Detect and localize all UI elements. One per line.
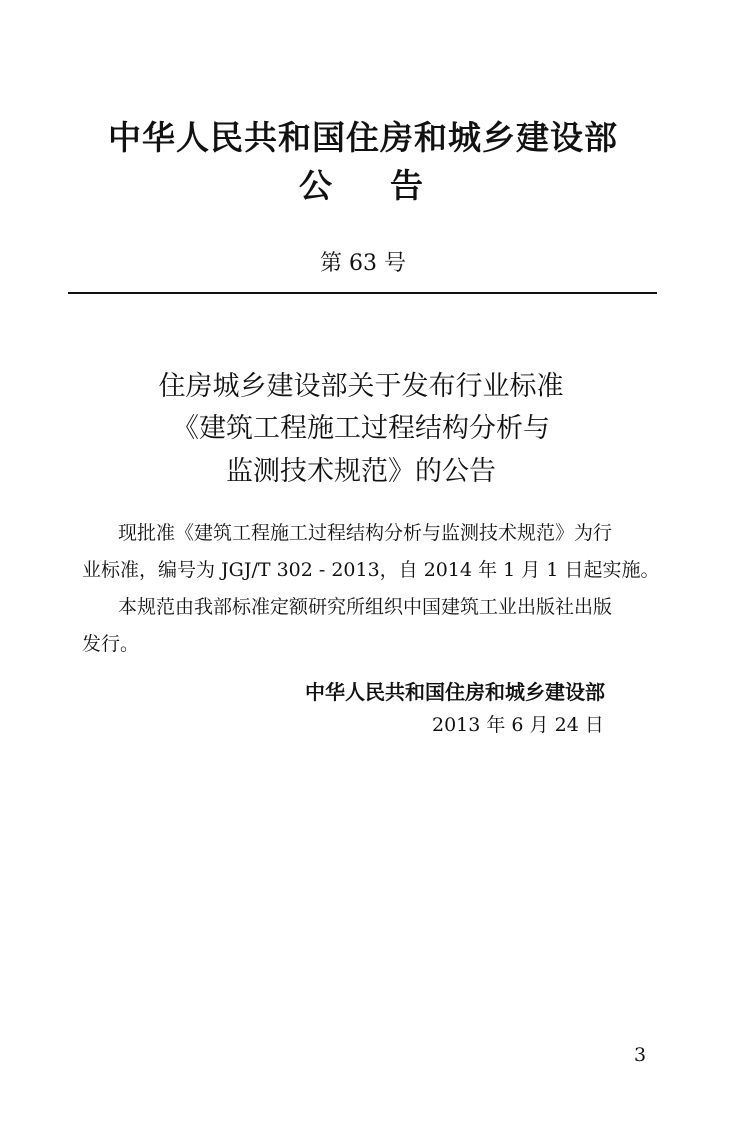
signature-date: 2013 年 6 月 24 日 [432, 714, 604, 736]
title-line-2: 《建筑工程施工过程结构分析与 [172, 413, 550, 444]
issuer-heading: 中华人民共和国住房和城乡建设部 [108, 118, 618, 157]
body-line-3: 本规范由我部标准定额研究所组织中国建筑工业出版社出版 [118, 596, 613, 618]
body-line-4: 发行。 [82, 633, 140, 655]
body-line-2: 业标准，编号为 JGJ/T 302 - 2013，自 2014 年 1 月 1 日起实施。 [82, 559, 660, 581]
announcement-number: 第 63 号 [320, 251, 406, 276]
title-line-3: 监测技术规范》的公告 [226, 456, 496, 487]
title-line-1: 住房城乡建设部关于发布行业标准 [158, 371, 564, 402]
divider [68, 292, 657, 294]
signature-issuer: 中华人民共和国住房和城乡建设部 [305, 680, 605, 704]
body-line-1: 现批准《建筑工程施工过程结构分析与监测技术规范》为行 [118, 522, 613, 544]
announcement-heading: 公告 [299, 166, 481, 205]
page-number: 3 [634, 1044, 647, 1066]
